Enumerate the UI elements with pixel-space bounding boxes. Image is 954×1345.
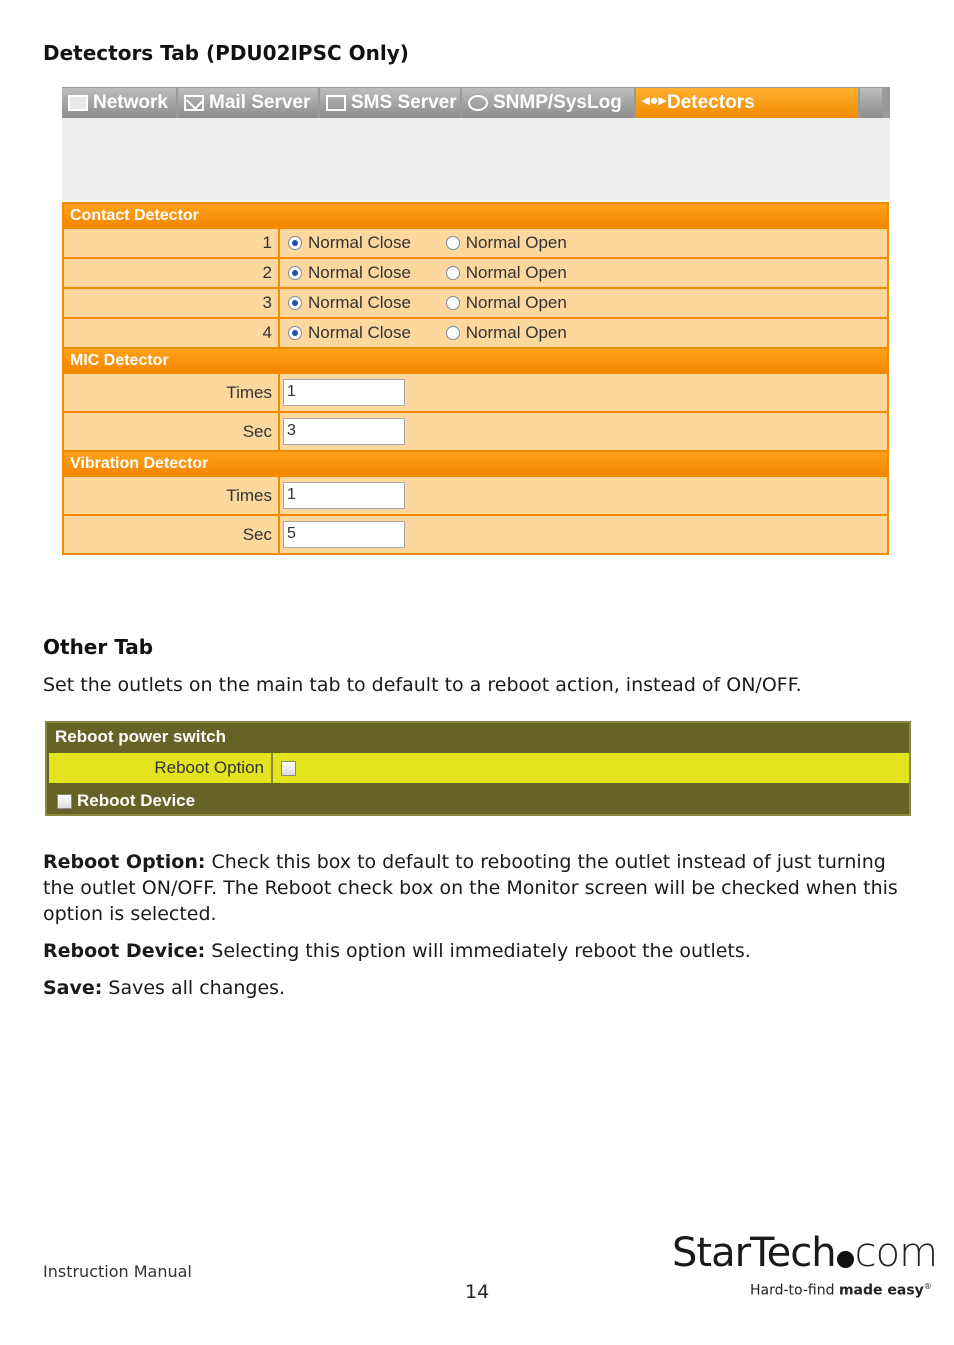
reboot-device-control[interactable] xyxy=(57,791,195,811)
logo-tagline-bold: made easy xyxy=(838,1282,924,1299)
vibration-times-row xyxy=(63,476,888,515)
contact-detector-header: Contact Detector xyxy=(63,203,888,228)
contact-row xyxy=(63,228,888,258)
tab-content-area xyxy=(62,118,890,200)
radio-normal-close[interactable] xyxy=(288,326,302,340)
tab-label: SMS Server xyxy=(351,92,457,113)
vibration-times-label: Times xyxy=(63,476,279,515)
tab-mail-server[interactable] xyxy=(178,88,318,118)
logo-dot-icon xyxy=(837,1251,854,1268)
radio-normal-open[interactable] xyxy=(446,266,460,280)
mail-icon xyxy=(184,95,204,111)
save-description xyxy=(43,975,913,1001)
other-description: Set the outlets on the main tab to default to a reboot action, instead of ON/OFF. xyxy=(43,674,802,696)
tab-network[interactable] xyxy=(62,88,176,118)
contact-row xyxy=(63,288,888,318)
vibration-times-input[interactable]: 1 xyxy=(283,482,405,509)
reboot-option-description xyxy=(43,849,913,927)
logo-text-com: com xyxy=(854,1230,938,1276)
option-label: Normal Open xyxy=(465,293,567,312)
vibration-sec-row xyxy=(63,515,888,554)
logo-text: StarTech xyxy=(672,1230,836,1276)
footer-manual-label: Instruction Manual xyxy=(43,1262,192,1281)
reboot-panel-title: Reboot power switch xyxy=(55,727,226,746)
reboot-panel xyxy=(45,721,911,816)
term: Save: xyxy=(43,977,103,999)
contact-row xyxy=(63,258,888,288)
page-number: 14 xyxy=(465,1281,490,1303)
wrench-icon xyxy=(866,95,877,111)
mic-times-row xyxy=(63,373,888,412)
reboot-device-description xyxy=(43,938,913,964)
contact-number: 2 xyxy=(63,258,279,288)
option-label: Normal Open xyxy=(465,233,567,252)
tab-label: Mail Server xyxy=(209,92,311,113)
reboot-option-checkbox[interactable] xyxy=(281,761,296,776)
mic-detector-header: MIC Detector xyxy=(63,348,888,373)
option-label: Normal Close xyxy=(308,263,411,282)
definition: Selecting this option will immediately reboot the outlets. xyxy=(205,940,751,962)
detector-table xyxy=(62,202,889,555)
registered-mark: ® xyxy=(923,1282,932,1291)
reboot-option-row xyxy=(49,753,909,783)
vibration-sec-input[interactable]: 5 xyxy=(283,521,405,548)
radio-normal-open[interactable] xyxy=(446,236,460,250)
term: Reboot Device: xyxy=(43,940,206,962)
radio-normal-close[interactable] xyxy=(288,266,302,280)
option-label: Normal Close xyxy=(308,233,411,252)
option-label: Normal Open xyxy=(465,323,567,342)
option-label: Normal Open xyxy=(465,263,567,282)
contact-number: 3 xyxy=(63,288,279,318)
reboot-option-label: Reboot Option xyxy=(49,753,273,783)
tab-snmp-syslog[interactable] xyxy=(462,88,634,118)
radio-normal-open[interactable] xyxy=(446,296,460,310)
reboot-device-label: Reboot Device xyxy=(77,791,196,810)
mic-sec-row xyxy=(63,412,888,451)
option-label: Normal Close xyxy=(308,323,411,342)
tab-label: Detectors xyxy=(667,92,755,113)
network-icon xyxy=(68,95,88,111)
tab-detectors[interactable] xyxy=(636,88,858,118)
contact-number: 4 xyxy=(63,318,279,348)
definition: Saves all changes. xyxy=(102,977,286,999)
logo-tagline: Hard-to-find xyxy=(750,1282,839,1299)
mic-sec-input[interactable]: 3 xyxy=(283,418,405,445)
detectors-heading: Detectors Tab (PDU02IPSC Only) xyxy=(43,41,409,65)
tab-sms-server[interactable] xyxy=(320,88,460,118)
other-heading: Other Tab xyxy=(43,635,154,659)
tab-label: Network xyxy=(93,92,168,113)
mic-sec-label: Sec xyxy=(63,412,279,451)
tab-label: SNMP/SysLog xyxy=(493,92,622,113)
detector-icon xyxy=(642,95,662,111)
term: Reboot Option: xyxy=(43,851,206,873)
option-label: Normal Close xyxy=(308,293,411,312)
radio-normal-close[interactable] xyxy=(288,296,302,310)
mic-times-input[interactable]: 1 xyxy=(283,379,405,406)
tab-bar xyxy=(62,87,890,118)
vibration-sec-label: Sec xyxy=(63,515,279,554)
contact-number: 1 xyxy=(63,228,279,258)
startech-logo xyxy=(672,1230,938,1302)
definition: Check this box to default to rebooting the outlet instead of just turning the outlet ON/OFF. The Reboot check box on the Monitor screen will be checked when this option is selected. xyxy=(43,851,898,925)
phone-icon xyxy=(326,95,346,111)
radio-normal-open[interactable] xyxy=(446,326,460,340)
reboot-device-checkbox[interactable] xyxy=(57,794,72,809)
contact-row xyxy=(63,318,888,348)
vibration-detector-header: Vibration Detector xyxy=(63,451,888,476)
mic-times-label: Times xyxy=(63,373,279,412)
radio-normal-close[interactable] xyxy=(288,236,302,250)
magnifier-icon xyxy=(468,95,488,111)
tab-more[interactable] xyxy=(860,88,882,118)
